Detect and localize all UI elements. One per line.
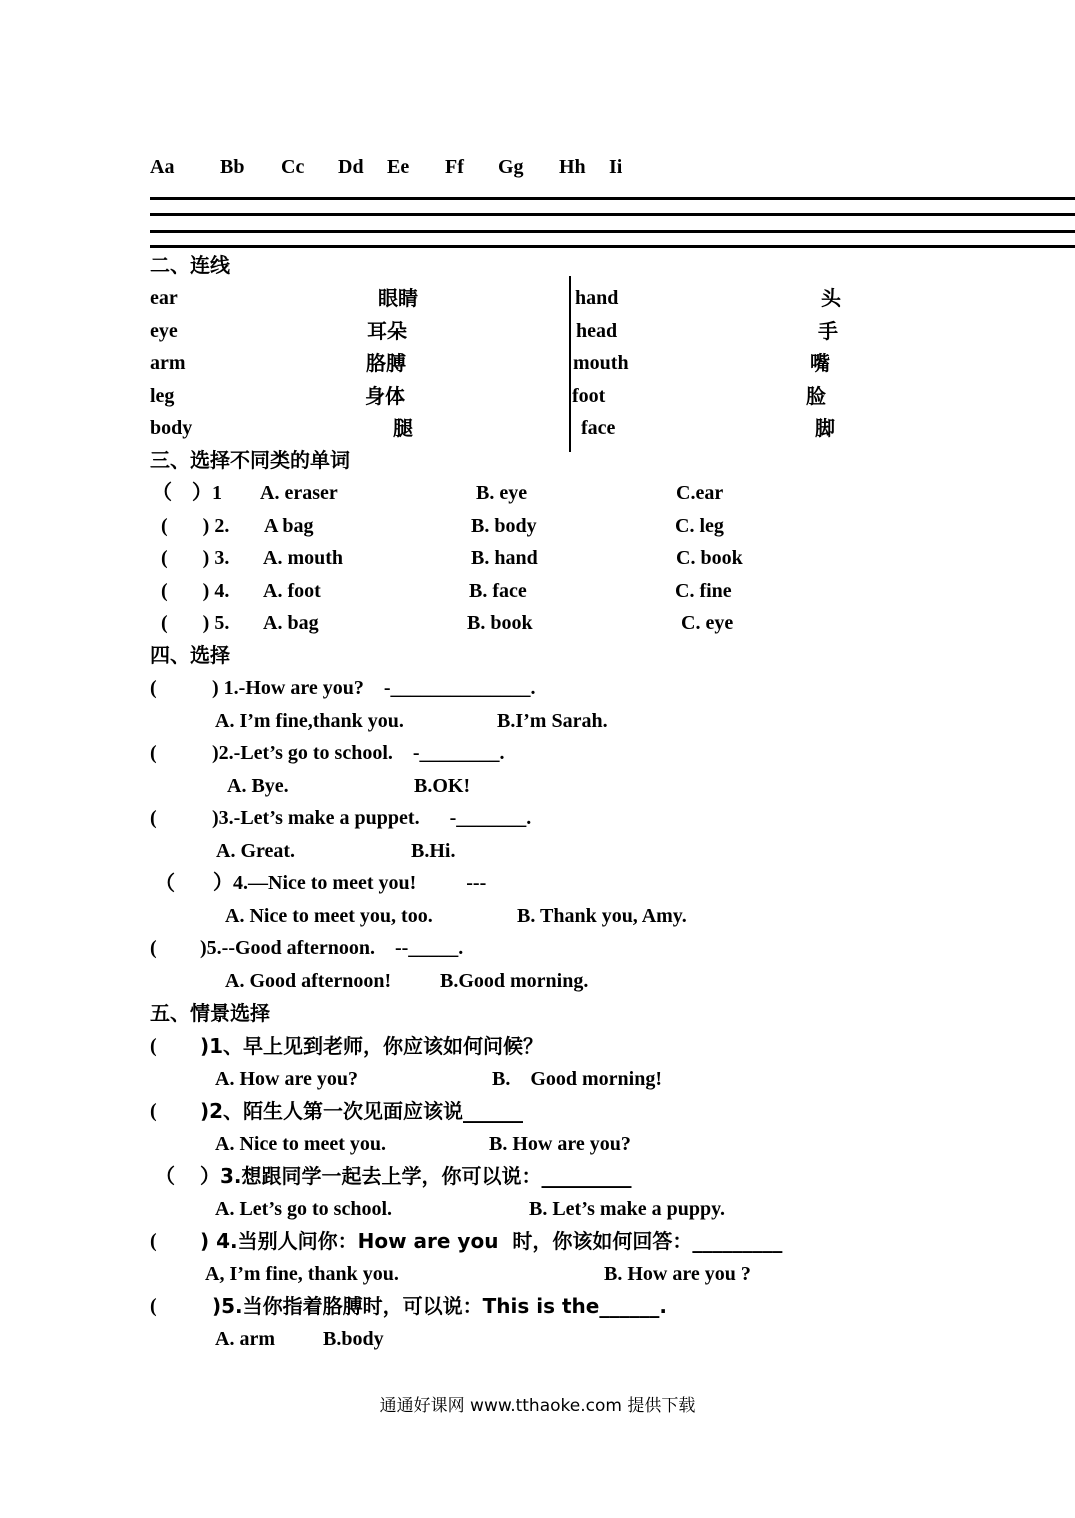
- option-a: A. Bye.: [227, 775, 289, 797]
- alphabet-letter: Ii: [609, 156, 623, 178]
- writing-line: [150, 230, 1075, 233]
- option-b: B.OK!: [414, 775, 471, 797]
- question-text: ) 4.当别人问你：How are you 时，你该如何回答：_________: [200, 1229, 783, 1253]
- answer-blank: (: [150, 1035, 157, 1057]
- option-a: A. foot: [263, 580, 321, 602]
- match-word: leg: [150, 385, 175, 407]
- match-word: eye: [150, 320, 178, 342]
- answer-blank: ( ) 4.: [161, 580, 230, 602]
- match-word: arm: [150, 352, 186, 374]
- option-c: C. eye: [681, 612, 734, 634]
- match-meaning: 头: [821, 286, 841, 310]
- alphabet-letter: Aa: [150, 156, 175, 178]
- question-text: )5.--Good afternoon. --_____.: [200, 937, 464, 959]
- option-b: B. Good morning!: [492, 1068, 663, 1090]
- match-word: hand: [575, 287, 619, 309]
- option-b: B. eye: [476, 482, 528, 504]
- question-text: )3.-Let’s make a puppet. -_______.: [212, 807, 532, 829]
- answer-blank: （: [155, 871, 175, 895]
- question-text: ）4.—Nice to meet you! ---: [213, 872, 487, 894]
- option-a: A. Nice to meet you, too.: [225, 905, 433, 927]
- match-word: foot: [572, 385, 606, 407]
- alphabet-letter: Ff: [445, 156, 464, 178]
- match-meaning: 脸: [806, 384, 826, 408]
- option-a: A bag: [264, 515, 314, 537]
- answer-blank: （ ）1: [152, 482, 222, 504]
- section-title: 四、选择: [150, 643, 230, 667]
- match-meaning: 腿: [393, 416, 413, 440]
- option-a: A. eraser: [260, 482, 338, 504]
- option-b: B.I’m Sarah.: [497, 710, 608, 732]
- option-a: A. arm: [215, 1328, 275, 1350]
- option-b: B.body: [323, 1328, 384, 1350]
- match-meaning: 脚: [815, 416, 835, 440]
- question-text: )2.-Let’s go to school. -________.: [212, 742, 505, 764]
- option-a: A. Good afternoon!: [225, 970, 392, 992]
- option-a: A. Nice to meet you.: [215, 1133, 387, 1155]
- option-b: B. Let’s make a puppy.: [529, 1198, 725, 1220]
- writing-line: [150, 213, 1075, 216]
- match-word: face: [581, 417, 616, 439]
- question-text: )1、早上见到老师，你应该如何问候？: [200, 1034, 544, 1058]
- section-title: 二、连线: [150, 253, 230, 277]
- match-word: body: [150, 417, 193, 439]
- column-divider: [569, 276, 571, 452]
- answer-blank: (: [150, 1100, 157, 1122]
- option-b: B.Good morning.: [440, 970, 589, 992]
- match-meaning: 手: [818, 319, 838, 343]
- question-text: )2、陌生人第一次见面应该说______: [200, 1099, 524, 1123]
- answer-blank: (: [150, 1230, 157, 1252]
- answer-blank: ( ) 3.: [161, 547, 230, 569]
- answer-blank: (: [150, 1295, 157, 1317]
- answer-blank: ( ) 5.: [161, 612, 230, 634]
- option-b: B. Thank you, Amy.: [517, 905, 687, 927]
- question-text: )5.当你指着胳膊时，可以说：This is the______.: [212, 1294, 667, 1318]
- option-a: A. How are you?: [215, 1068, 358, 1090]
- alphabet-letter: Gg: [498, 156, 524, 178]
- option-a: A. Great.: [216, 840, 296, 862]
- answer-blank: (: [150, 807, 157, 829]
- answer-blank: ( ) 2.: [161, 515, 230, 537]
- option-a: A. Let’s go to school.: [215, 1198, 393, 1220]
- option-a: A, I’m fine, thank you.: [205, 1263, 399, 1285]
- option-c: C.ear: [676, 482, 724, 504]
- option-b: B. How are you?: [489, 1133, 631, 1155]
- writing-line: [150, 197, 1075, 200]
- option-c: C. book: [676, 547, 743, 569]
- alphabet-letter: Ee: [387, 156, 410, 178]
- option-b: B. book: [467, 612, 533, 634]
- option-b: B. body: [471, 515, 537, 537]
- option-b: B. How are you ?: [604, 1263, 751, 1285]
- match-word: ear: [150, 287, 178, 309]
- option-b: B. face: [469, 580, 527, 602]
- question-text: ）3.想跟同学一起去上学，你可以说：_________: [200, 1164, 632, 1188]
- match-meaning: 胳膊: [366, 351, 406, 375]
- alphabet-letter: Hh: [559, 156, 586, 178]
- match-meaning: 耳朵: [367, 319, 407, 343]
- answer-blank: (: [150, 677, 157, 699]
- answer-blank: (: [150, 742, 157, 764]
- answer-blank: （: [155, 1164, 175, 1188]
- question-text: ) 1.-How are you? -______________.: [212, 677, 536, 699]
- option-a: A. I’m fine,thank you.: [215, 710, 404, 732]
- option-a: A. mouth: [263, 547, 344, 569]
- section-title: 五、情景选择: [150, 1001, 270, 1025]
- option-b: B.Hi.: [411, 840, 456, 862]
- option-c: C. leg: [675, 515, 724, 537]
- footer-source: 通通好课网 www.tthaoke.com 提供下载: [379, 1396, 696, 1416]
- match-word: mouth: [573, 352, 629, 374]
- writing-line: [150, 245, 1075, 248]
- match-meaning: 嘴: [810, 351, 830, 375]
- alphabet-letter: Bb: [220, 156, 245, 178]
- alphabet-letter: Cc: [281, 156, 305, 178]
- option-c: C. fine: [675, 580, 732, 602]
- alphabet-letter: Dd: [338, 156, 364, 178]
- match-word: head: [576, 320, 618, 342]
- section-title: 三、选择不同类的单词: [150, 448, 350, 472]
- option-a: A. bag: [263, 612, 319, 634]
- option-b: B. hand: [471, 547, 538, 569]
- match-meaning: 眼睛: [378, 286, 418, 310]
- answer-blank: (: [150, 937, 157, 959]
- match-meaning: 身体: [365, 384, 405, 408]
